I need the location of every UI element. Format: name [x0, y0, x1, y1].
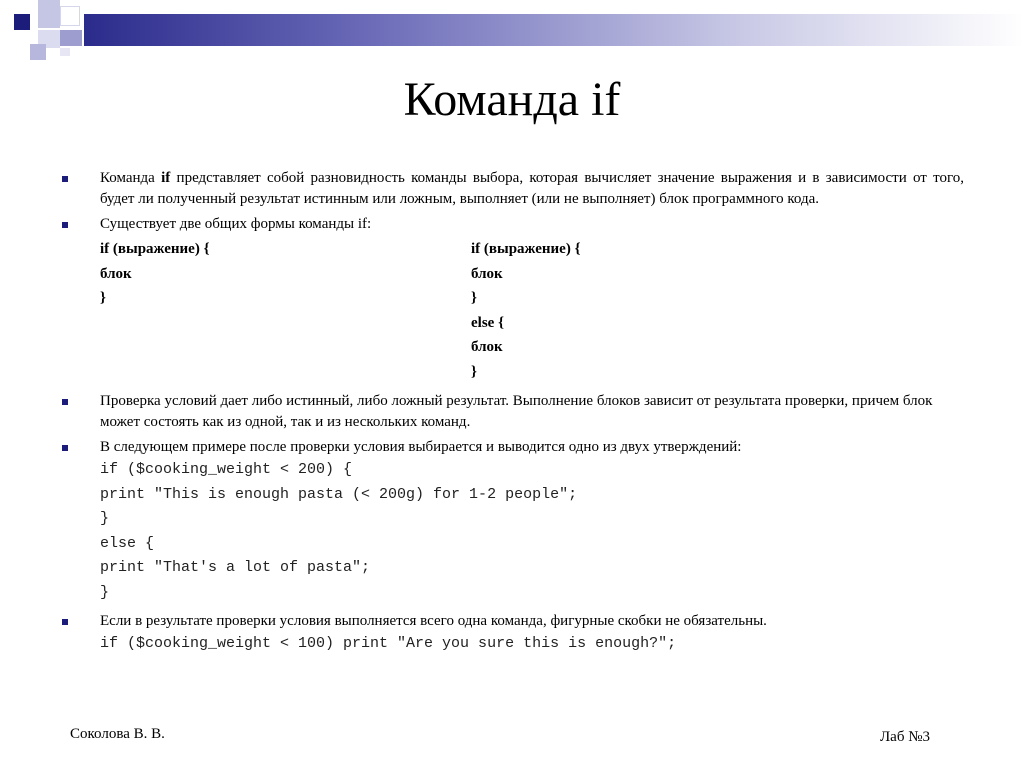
- footer-author: Соколова В. В.: [70, 726, 165, 742]
- bullet-square-icon: [62, 176, 68, 182]
- title-gradient-bar: [84, 14, 1024, 46]
- form-simple: if (выражение) { блок }: [100, 241, 210, 307]
- bullet-item: В следующем примере после проверки условия выбирается и выводится одно из двух утверждений:: [60, 437, 964, 458]
- bullet-square-icon: [62, 399, 68, 405]
- if-forms: [100, 237, 964, 385]
- code-example: if ($cooking_weight < 200) { print "This is enough pasta (< 200g) for 1-2 people"; } else { print "That's a lot of pasta"; }: [100, 461, 578, 601]
- bullet-item: Если в результате проверки условия выполняется всего одна команда, фигурные скобки не обязательны.: [60, 611, 964, 632]
- code-single: if ($cooking_weight < 100) print "Are you sure this is enough?";: [100, 635, 677, 652]
- slide-content: [60, 168, 964, 657]
- bullet-square-icon: [62, 619, 68, 625]
- bullet-item: Существует две общих формы команды if:: [60, 214, 964, 235]
- footer-lab: Лаб №3: [880, 729, 931, 745]
- bullet-square-icon: [62, 445, 68, 451]
- bullet-square-icon: [62, 222, 68, 228]
- form-else: if (выражение) { блок } else { блок }: [471, 241, 581, 380]
- bullet-item: Команда if представляет собой разновидность команды выбора, которая вычисляет значение выражения и в зависимости от того, будет ли полученный результат истинным или ложным, выполняет (или не выполняет) блок программного кода.: [60, 168, 964, 210]
- slide-title: Команда if: [403, 73, 621, 126]
- bullet-item: Проверка условий дает либо истинный, либо ложный результат. Выполнение блоков зависит от результата проверки, причем блок может состоять как из одной, так и из нескольких команд.: [60, 391, 964, 433]
